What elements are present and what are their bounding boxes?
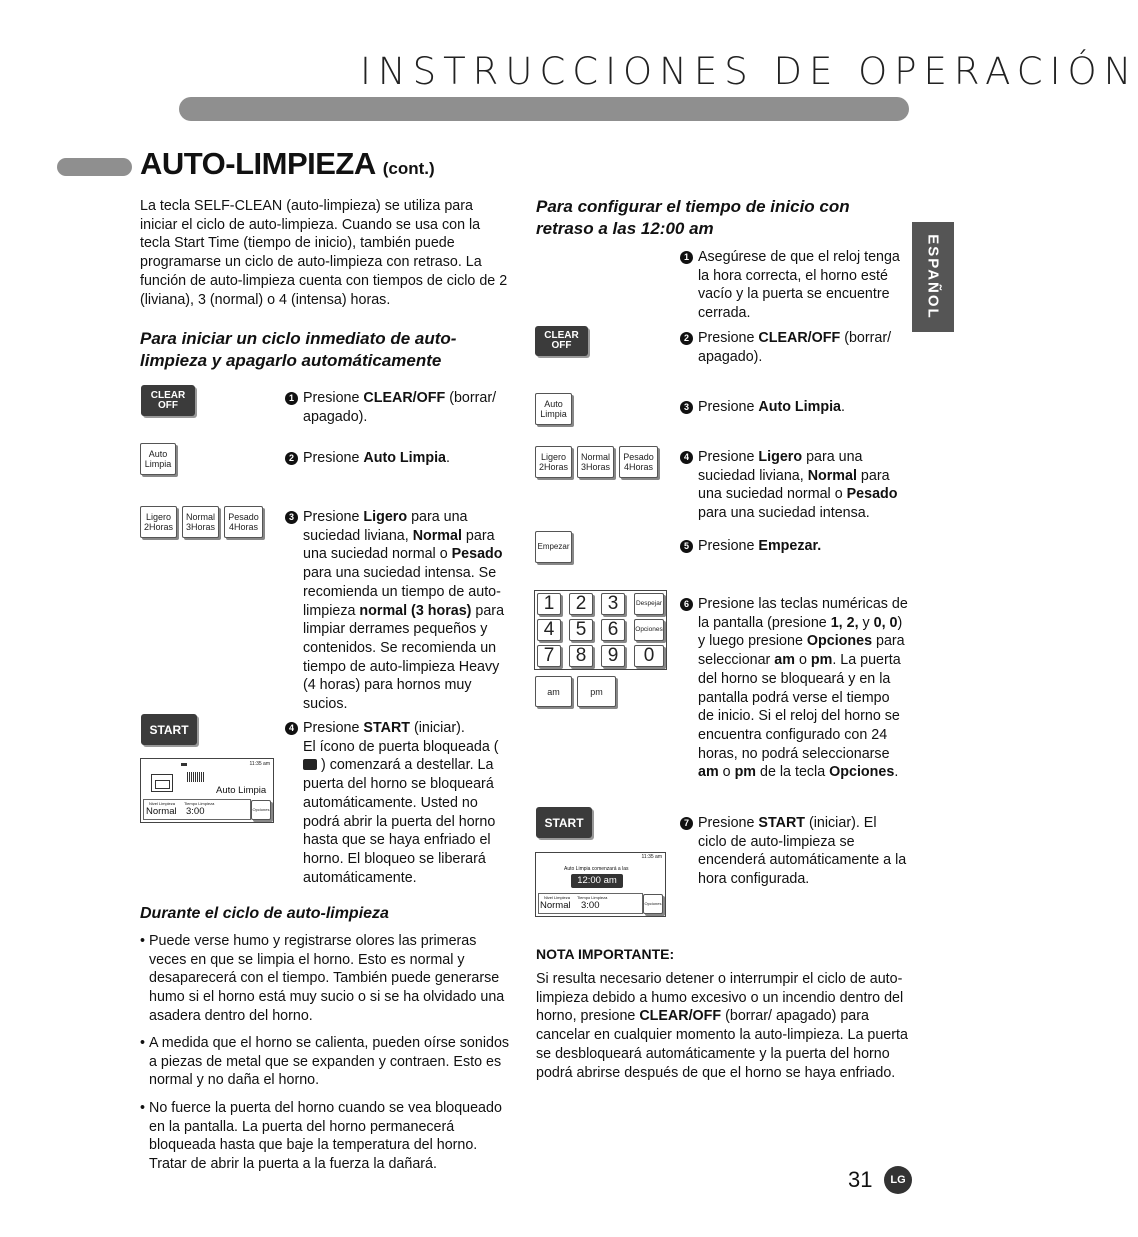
auto-limpia-key[interactable] bbox=[140, 443, 176, 475]
step-number: 7 bbox=[680, 817, 693, 830]
language-tab bbox=[912, 222, 954, 332]
step-1-text-b: CLEAR/OFF bbox=[363, 390, 446, 406]
display-settings-box bbox=[538, 893, 643, 914]
digit-key-1[interactable]: 1 bbox=[537, 593, 561, 615]
display-clock: 11:35 am bbox=[641, 854, 662, 860]
display-time-label: Tiempo Limpieza bbox=[184, 801, 215, 806]
left-step-2 bbox=[288, 449, 513, 468]
digit-key-5[interactable]: 5 bbox=[569, 619, 593, 641]
ligero-key-right[interactable] bbox=[535, 446, 572, 478]
display-level-label: Nivel Limpieza bbox=[544, 895, 571, 900]
right-step-4-text: Presione Ligero para una suciedad liviana, Normal para una suciedad normal o Pesado para una suciedad intensa. bbox=[698, 449, 898, 522]
step-number: 5 bbox=[680, 540, 693, 553]
digit-key-0[interactable]: 0 bbox=[634, 645, 664, 667]
auto-limpia-line2: Limpia bbox=[144, 459, 172, 469]
right-step-6 bbox=[683, 595, 908, 782]
pesado-line1: Pesado bbox=[623, 452, 654, 462]
step-number: 3 bbox=[680, 401, 693, 414]
section-pill bbox=[57, 158, 132, 176]
digit-key-2[interactable]: 2 bbox=[569, 593, 593, 615]
step-1-text-a: Presione bbox=[303, 390, 364, 406]
oven-display-panel-delay bbox=[535, 852, 666, 917]
auto-limpia-line1: Auto bbox=[544, 399, 563, 409]
pesado-line1: Pesado bbox=[228, 512, 259, 522]
step-number: 4 bbox=[680, 451, 693, 464]
right-step-1 bbox=[683, 248, 908, 323]
digit-key-7[interactable]: 7 bbox=[537, 645, 561, 667]
step-2-text-c: . bbox=[446, 450, 450, 466]
ligero-line2: 2Horas bbox=[143, 522, 173, 532]
display-time-value: 3:00 bbox=[581, 900, 600, 911]
am-key[interactable]: am bbox=[535, 676, 572, 707]
step-number: 2 bbox=[680, 332, 693, 345]
start-button[interactable]: START bbox=[141, 714, 197, 745]
page-header-title: INSTRUCCIONES DE OPERACIÓN bbox=[360, 50, 1138, 93]
digit-key-8[interactable]: 8 bbox=[569, 645, 593, 667]
section-title-cont: (cont.) bbox=[382, 159, 435, 178]
digit-key-6[interactable]: 6 bbox=[601, 619, 625, 641]
ligero-line1: Ligero bbox=[540, 452, 567, 462]
display-options-key[interactable]: Opciones bbox=[251, 800, 271, 820]
left-step-1 bbox=[288, 389, 513, 426]
step-number: 3 bbox=[285, 511, 298, 524]
display-start-time: 12:00 am bbox=[571, 874, 623, 888]
oven-icon bbox=[151, 774, 173, 792]
display-time-value: 3:00 bbox=[186, 806, 205, 817]
during-heading: Durante el ciclo de auto-limpieza bbox=[140, 905, 389, 922]
step-number: 1 bbox=[680, 251, 693, 264]
clear-off-line2: OFF bbox=[551, 340, 572, 351]
section-title-text: AUTO-LIMPIEZA bbox=[140, 146, 375, 181]
despejar-key[interactable]: Despejar bbox=[634, 593, 664, 615]
display-options-key[interactable]: Opciones bbox=[643, 894, 663, 914]
left-step-4 bbox=[288, 719, 515, 887]
bullet-item-2: • A medida que el horno se calienta, pueden oírse sonidos a piezas de metal que se expanden y contraen. Esto es normal y no daña el horno. bbox=[149, 1034, 511, 1090]
right-step-3 bbox=[683, 398, 908, 417]
right-step-2 bbox=[683, 329, 908, 366]
auto-limpia-line1: Auto bbox=[148, 449, 168, 459]
clear-off-button-right[interactable] bbox=[535, 326, 588, 356]
display-level-value: Normal bbox=[146, 806, 177, 817]
clear-off-line1: CLEAR bbox=[544, 330, 579, 341]
display-level-label: Nivel Limpieza bbox=[149, 801, 176, 806]
empezar-key[interactable]: Empezar bbox=[535, 531, 572, 563]
pm-key[interactable]: pm bbox=[577, 676, 616, 707]
digit-key-4[interactable]: 4 bbox=[537, 619, 561, 641]
auto-limpia-line2: Limpia bbox=[540, 409, 567, 419]
display-time-label: Tiempo Limpieza bbox=[577, 895, 608, 900]
header-bar bbox=[179, 97, 909, 121]
page-number: 31 bbox=[848, 1167, 873, 1192]
ligero-key[interactable] bbox=[140, 506, 177, 538]
ligero-line1: Ligero bbox=[145, 512, 172, 522]
normal-line1: Normal bbox=[580, 452, 610, 462]
right-step-3-text: Presione Auto Limpia. bbox=[698, 399, 845, 415]
pesado-line2: 4Horas bbox=[623, 462, 653, 472]
right-step-5-text: Presione Empezar. bbox=[698, 538, 822, 554]
section-title bbox=[140, 146, 435, 182]
clear-off-line1: CLEAR bbox=[150, 389, 186, 401]
bullet-item-1: • Puede verse humo y registrarse olores las primeras veces en que se limpia el horno. Esto es normal y desaparecerá con el tiempo. También puede generarse humo si el horno está muy sucio o si se ha olvidado una asadera dentro del horno. bbox=[149, 932, 511, 1026]
digit-key-9[interactable]: 9 bbox=[601, 645, 625, 667]
opciones-key[interactable]: Opciones bbox=[634, 619, 664, 641]
right-step-1-text: Asegúrese de que el reloj tenga la hora correcta, el horno esté vacío y la puerta se encuentre cerrada. bbox=[698, 249, 900, 322]
auto-limpia-key-right[interactable] bbox=[535, 393, 572, 425]
language-tab-label: ESPAÑOL bbox=[924, 234, 942, 320]
left-heading: Para iniciar un ciclo inmediato de auto-limpieza y apagarlo automáticamente bbox=[140, 329, 457, 370]
normal-line1: Normal bbox=[185, 512, 215, 522]
clear-off-button[interactable] bbox=[141, 385, 195, 416]
display-title: Auto Limpia bbox=[216, 785, 267, 796]
start-button-right[interactable]: START bbox=[536, 807, 592, 838]
right-heading: Para configurar el tiempo de inicio con retraso a las 12:00 am bbox=[536, 197, 850, 238]
note-title: NOTA IMPORTANTE: bbox=[536, 946, 675, 962]
pesado-key[interactable] bbox=[224, 506, 263, 538]
digit-key-3[interactable]: 3 bbox=[601, 593, 625, 615]
right-step-4 bbox=[683, 448, 908, 523]
right-step-7-text: Presione START (iniciar). El ciclo de auto-limpieza se encenderá automáticamente a la hora configurada. bbox=[698, 815, 907, 888]
step-number: 6 bbox=[680, 598, 693, 611]
pesado-key-right[interactable] bbox=[619, 446, 658, 478]
step-3-text: Presione Ligero para una suciedad liviana, Normal para una suciedad normal o Pesado para una suciedad intensa. Se recomienda un tiempo de auto-limpieza normal (3 horas) para limpiar derrames pequeños y contenidos. Se recomienda un tiempo de auto-limpieza Heavy (4 horas) para hornos muy sucios. bbox=[303, 509, 505, 713]
clear-off-line2: OFF bbox=[158, 399, 178, 411]
display-level-value: Normal bbox=[540, 900, 571, 911]
step-1-text-c: (borrar/ apagado). bbox=[303, 390, 497, 425]
lock-indicator-icon bbox=[181, 763, 187, 766]
right-step-7 bbox=[683, 814, 908, 889]
oven-display-panel bbox=[140, 758, 274, 823]
note-text: Si resulta necesario detener o interrumpir el ciclo de auto-limpieza debido a humo excesivo o un incendio dentro del horno, presione CLEAR/OFF (borrar/ apagado) para cancelar en cualquier momento la auto-limpieza. La puerta se desbloqueará automáticamente y la puerta del horno podrá abrirse después de que el horno se haya enfriado. bbox=[536, 971, 908, 1081]
step-number: 2 bbox=[285, 452, 298, 465]
intro-paragraph: La tecla SELF-CLEAN (auto-limpieza) se utiliza para iniciar el ciclo de auto-limpieza. Cuando se usa con la tecla Start Time (tiempo de inicio), también puede programarse un ciclo de auto-limpieza con retraso. La función de auto-limpieza cuenta con tiempos de ciclo de 2 (liviana), 3 (normal) o 4 (intensa) horas. bbox=[140, 198, 508, 308]
left-step-3 bbox=[288, 508, 515, 714]
ligero-line2: 2Horas bbox=[538, 462, 568, 472]
step-4-text: Presione START (iniciar). El ícono de puerta bloqueada ( ) comenzará a destellar. La puerta del horno se bloqueará automáticamente. Usted no podrá abrir la puerta del horno hasta que se haya enfriado el horno. El bloqueo se liberará automáticamente. bbox=[303, 720, 499, 886]
bullet-item-3: • No fuerce la puerta del horno cuando se vea bloqueado en la pantalla. La puerta del horno permanecerá bloqueada hasta que baje la temperatura del horno. Tratar de abrir la puerta a la fuerza la dañará. bbox=[149, 1099, 511, 1174]
right-step-5 bbox=[683, 537, 908, 556]
display-settings-box bbox=[143, 799, 251, 820]
display-title: Auto Limpia comenzará a las bbox=[564, 866, 629, 872]
heating-element-icon bbox=[187, 772, 205, 782]
step-number: 4 bbox=[285, 722, 298, 735]
pesado-line2: 4Horas bbox=[228, 522, 258, 532]
step-number: 1 bbox=[285, 392, 298, 405]
step-2-text-b: Auto Limpia bbox=[363, 450, 447, 466]
step-2-text-a: Presione bbox=[303, 450, 364, 466]
normal-line2: 3Horas bbox=[185, 522, 215, 532]
display-clock: 11:35 am bbox=[249, 761, 270, 767]
lg-logo: LG bbox=[884, 1166, 912, 1194]
normal-key-right[interactable] bbox=[577, 446, 614, 478]
right-step-2-text: Presione CLEAR/OFF (borrar/ apagado). bbox=[698, 330, 892, 365]
normal-line2: 3Horas bbox=[580, 462, 610, 472]
normal-key[interactable] bbox=[182, 506, 219, 538]
right-step-6-text: Presione las teclas numéricas de la pantalla (presione 1, 2, y 0, 0) y luego presione Opciones para seleccionar am o pm. La puerta del horno se bloqueará y en la pantalla podrá verse el tiempo de inicio. Si el reloj del horno se encuentra configurado con 24 horas, no podrá seleccionarse am o pm de la tecla Opciones. bbox=[698, 596, 908, 781]
